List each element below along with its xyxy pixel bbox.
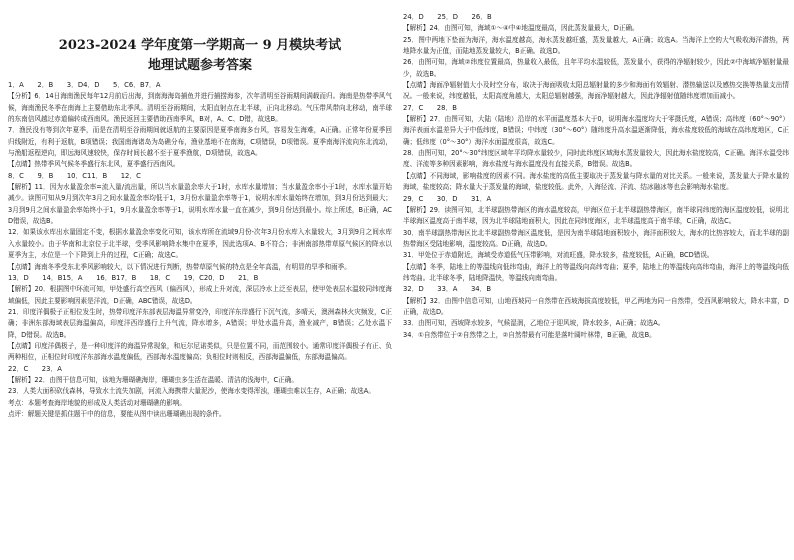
- left-column: [8, 22, 392, 556]
- analysis-paragraph: 【解析】32．由图中信息可知，山地西坡同一自然带在西坡海拔高度较低，甲乙两地为同一自然带，受西风影响较大，降水丰富，D正确，故选D。: [403, 296, 789, 316]
- analysis-paragraph: 33．由图可知，西坡降水较多，气候湿润，乙地位于迎风坡，降水较多，A正确；故选A。: [403, 319, 665, 328]
- tip-paragraph: 【点睛】印度洋偶极子，是一种印度洋的海温异常现象，和厄尔尼诺类似，只是位置不同，而范围较小。通常印度洋偶极子有正、负两种相位，正相位时印度洋东部海水温度偏低，西部海水温度偏高；负相位时则相反，西部海温偏低，东部海温偏高。: [8, 341, 392, 362]
- analysis-paragraph: 7．渔民没有等到次年夏季，而是在清明至谷雨期间就返航的主要原因是夏季南海多台风，容易发生海难，A正确。正常年份夏季回归线附近，有利于返航，B项错误；我国南海诸岛为岛礁分布，渔业基地不在南海，C项错误，D项错误。夏季南海洋流向东北流动，与渔船返程逆向，即远海风速较快，保存时间长越不至于夏季渔航，D项错误，故选A。: [8, 126, 392, 158]
- tip-paragraph: 【点睛】海面净辐射值大小及时空分布，取决于海面吸收太阳总辐射量的多少和海面有效辐射、潜热输送以及感热交换等热量支出情况。一般来说，纬度越低，太阳高度角越大，太阳总辐射越强，海面净辐射越大，因此净辐射值随纬度增加而减小。: [403, 81, 789, 101]
- analysis-paragraph: 【解析】24．由图可知，海域①～④中④地温度最高，因此蒸发量最大，D正确。: [403, 24, 639, 33]
- analysis-paragraph: 23．人类大面积砍伐森林，导致水土流失加剧，河流入海携带大量泥沙，使海水变得浑浊，珊瑚虫难以生存，A正确；故选A。: [8, 387, 375, 396]
- tip-paragraph: 【点睛】冬季，陆地上的等温线向低纬弯曲，海洋上的等温线向高纬弯曲；夏季，陆地上的等温线向高纬弯曲，海洋上的等温线向低纬弯曲。北半球冬季，陆地降温快，等温线向南弯曲。: [403, 262, 789, 282]
- analysis-paragraph: 21．印度洋偶极子正相位发生时，热带印度洋东部表层海温异常变冷，印度洋东岸盛行下沉气流，多晴天，澳洲森林火灾频发，C正确；非洲东部海域表层海温偏高，印度洋西岸盛行上升气流，降水增多，A错误；甲处水温升高，渔业减产，B错误；乙处水温下降，D错误。故选B。: [8, 307, 392, 339]
- note-paragraph: 考点：本题考查海岸地貌的形成及人类活动对珊瑚礁的影响。: [8, 398, 187, 407]
- document-title: 2023-2024 学年度第一学期高一 9 月模块考试: [58, 38, 342, 53]
- left-column-body: [8, 80, 392, 420]
- answer-line: 24．D 25．D 26．B: [403, 13, 492, 21]
- answer-line: 32．D 33．A 34．B: [403, 285, 492, 294]
- analysis-paragraph: 【解析】22．由图干信息可知，该地为珊瑚礁海岸，珊瑚虫多生活在温暖、清洁的浅海中，C正确。: [8, 375, 298, 384]
- analysis-paragraph: 【解析】29．读图可知，北半球副热带海区的海水温度较高，甲海区位于北半球副热带海区，南半球同纬度的海区温度较低，说明北半球海区温度高于南半球，因为北半球陆地面积大，因此在同纬度海区，北半球温度高于南半球，C正确，故选C。: [403, 205, 789, 226]
- answer-line: 13．D 14．B15．A 16．B17．B 18．C 19．C20．D 21．B: [8, 273, 259, 282]
- answer-line: 29．C 30．D 31．A: [403, 194, 492, 203]
- analysis-paragraph: 30．南半球副热带海区比北半球副热带海区温度低，是因为南半球陆地面积较小，海洋面积较大，海水的比热容较大，而北半球的副热带海区受陆地影响，温度较高。D正确，故选D。: [403, 228, 789, 248]
- analysis-paragraph: 【分析】6．14日海南渔民每年12月前后出海，到南海海岛捕鱼并进行捕捞海参，次年清明至谷雨期间满载而归。海南是热带季风气候，海南渔民冬季在南海上主要借助东北季风。清明至谷雨期间，太阳直射点在北半球，正向北移动。气压带风带向北移动，南半球的东南信风越过赤道偏转成西南风。渔民返回主要借助西南季风，B对，A、C、D错，故选B。: [8, 92, 392, 124]
- tip-paragraph: 【点睛】不同海域，影响盐度的因素不同。海水盐度的高低主要取决于蒸发量与降水量的对比关系。一般来说，蒸发量大于降水量的海域，盐度较高；降水量大于蒸发量的海域，盐度较低。此外，入海径流、洋流、结冰融冰等也会影响海水盐度。: [403, 171, 789, 192]
- tip-paragraph: 【点睛】热带季风气候冬季盛行东北风，夏季盛行西南风。: [8, 160, 180, 169]
- analysis-paragraph: 12．如果该水库出水量固定不变，根据水量盈余率变化可知，该水库所在流域9月份-次年3月份水库入水量较大，3月到9月之间水库入水量较小。由于华南和北京位于北半球，受季风影响降水集中在夏季，因此选项A、B不符合；非洲南部热带草原气候区的降水以夏季为主，水位是一个下降到上升的过程，C正确；故选C。: [8, 228, 392, 260]
- answer-line: 22．C 23．A: [8, 364, 62, 373]
- analysis-paragraph: 【解析】11．因为水量盈余率=流入量/流出量，所以当水量盈余率大于1时，水库水量增加；当水量盈余率小于1时，水库水量开始减少。读图可知从9月到次年3月之间水量盈余率均低于1，3月份水量盈余率等于1，说明水库水量始终在增加，到3月份达到最大；3月到9月之间水量盈余率始终小于1，9月水量盈余率等于1，说明水库水量一直在减少，到9月份达到最小。综上所述，B正确，ACD错误，故选B。: [8, 183, 392, 226]
- analysis-paragraph: 26．由图可知，海域②纬度位置最高，热量收入最低，且年平均水温较低，蒸发量小，获得的净辐射较少，因此②中海域净辐射量最少，故选B。: [403, 58, 789, 78]
- answer-line: 8．C 9．B 10．C11．B 12．C: [8, 171, 141, 180]
- analysis-paragraph: 【解析】20．根据图中环流可知，甲处盛行高空西风（偏西风），形成上升对流，深层冷水上泛至表层，使甲处表层水温较同纬度海域偏低，因此主要影响因素是洋流，D正确，ABC错误，故选D。: [8, 285, 392, 305]
- analysis-paragraph: 31．甲处位于赤道附近，海域受赤道低气压带影响，对流旺盛，降水较多，盐度较低，A正确，BCD错误。: [403, 251, 714, 260]
- analysis-paragraph: 25．图中两地下垫面为海洋，海水温度越高，海水蒸发越旺盛，蒸发量越大，A正确；故选A。当海洋上空的大气吸收海洋潜热，两地降水量为正值，而陆地蒸发量较大，B正确。故选D。: [403, 35, 789, 56]
- right-column: [403, 12, 789, 558]
- analysis-paragraph: 34．①自然带位于②自然带之上，②自然带最有可能是落叶阔叶林带，B正确，故选B。: [403, 330, 656, 339]
- answer-line: 27．C 28．B: [403, 103, 457, 112]
- analysis-paragraph: 28．由图可知，20°～30°纬度区域年平均降水量较少，同时此纬度区域海水蒸发量较大，因此海水盐度较高，C正确。海洋水温受纬度、洋流等多种因素影响，海水盐度与海水温度没有直接关系，B错误。故选B。: [403, 149, 789, 169]
- answer-line: 1．A 2．B 3．D4．D 5．C6．B7．A: [8, 81, 161, 89]
- document-subtitle: 地理试题参考答案: [147, 58, 252, 73]
- analysis-paragraph: 【解析】27．由图可知，大陆（陆地）沿岸的水平面温度基本大于0，说明海水温度均大于零摄氏度，A错误；高纬度（60°～90°）海洋表面水温差异大于中低纬度，B错误；中纬度（30°～60°）随纬度升高水温逐渐降低，海水盐度较低的海域在高纬度地区，C正确；低纬度（0°～30°）海洋水面温度很高，故选C。: [403, 115, 789, 146]
- tip-paragraph: 【点睛】海南冬季受东北季风影响较大，以下情况进行判断，热带草原气候的特点是全年高温，有明显的旱季和雨季。: [8, 262, 351, 271]
- note-paragraph: 点评：解题关键是抓住题干中的信息，要能从图中读出珊瑚礁出现的条件。: [8, 409, 226, 418]
